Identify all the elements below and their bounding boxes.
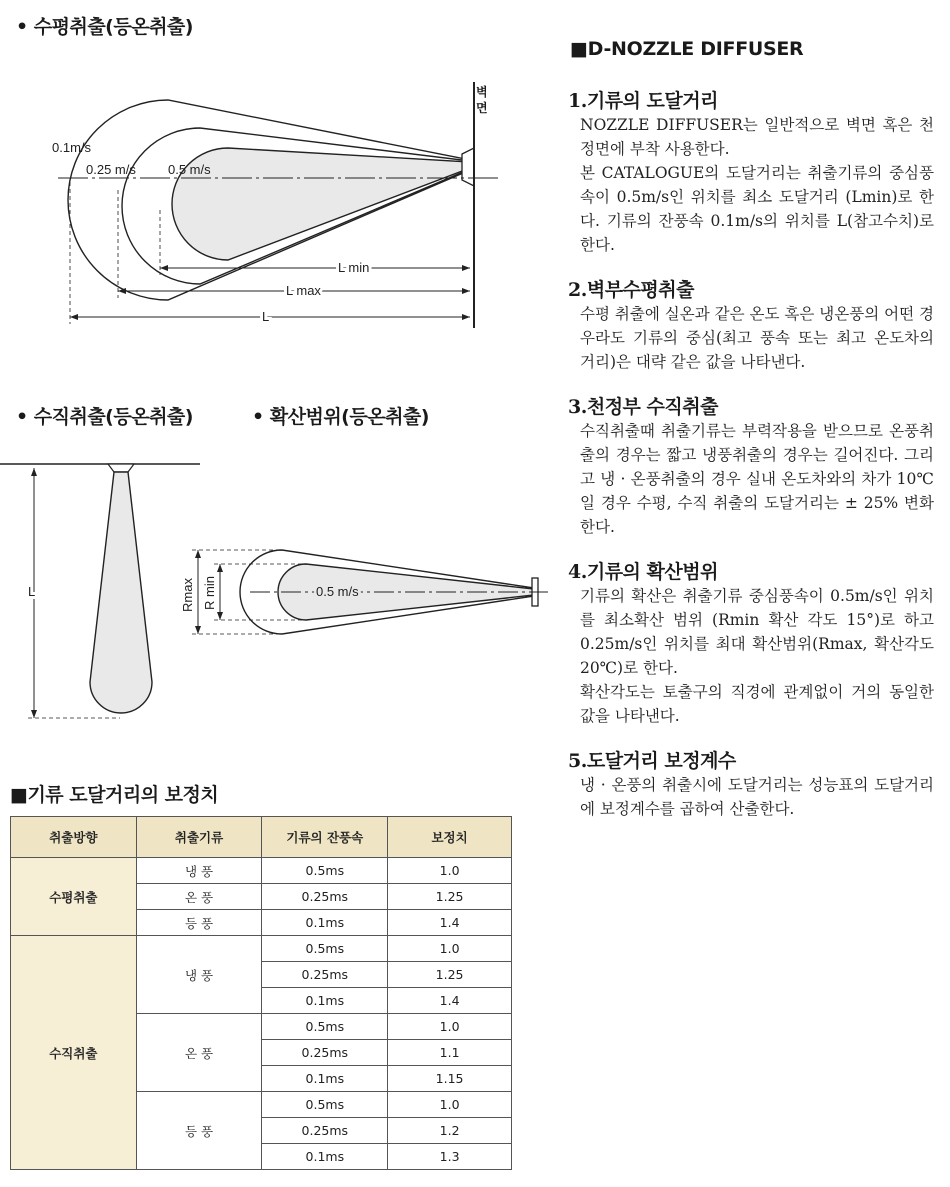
section-heading: 3.천정부 수직취출 — [568, 396, 718, 418]
section-paragraph: 냉 · 온풍의 취출시에 도달거리는 성능표의 도달거리에 보정계수를 곱하여 산출한다. — [580, 776, 934, 818]
direction-vertical: 수직취출 — [11, 936, 137, 1170]
speed-cell: 0.5ms — [262, 936, 388, 962]
speed-cell: 0.1ms — [262, 1144, 388, 1170]
value-cell: 1.0 — [388, 858, 512, 884]
vertical-jet-shape — [90, 472, 152, 713]
value-cell: 1.0 — [388, 1014, 512, 1040]
section-3 — [568, 392, 934, 539]
section-paragraph: 기류의 확산은 취출기류 중심풍속이 0.5m/s인 위치를 최소확산 범위 (Rmin 확산 각도 15°)로 하고 0.25m/s인 위치를 최대 확산범위(Rmax, 확산각도 20℃)로 한다. — [580, 587, 934, 677]
speed-cell: 0.5ms — [262, 1092, 388, 1118]
speed-cell: 0.1ms — [262, 988, 388, 1014]
table-row — [11, 936, 512, 962]
correction-table-title: ■기류 도달거리의 보정치 — [10, 784, 219, 806]
value-cell: 1.4 — [388, 988, 512, 1014]
label-0-1: 0.1m/s — [52, 140, 92, 155]
speed-cell: 0.25ms — [262, 1118, 388, 1144]
section-5 — [568, 746, 934, 821]
label-0-5: 0.5 m/s — [168, 162, 211, 177]
speed-cell: 0.25ms — [262, 1040, 388, 1066]
description-column — [568, 86, 934, 821]
speed-cell: 0.25ms — [262, 884, 388, 910]
section-heading: 1.기류의 도달거리 — [568, 90, 718, 112]
envelope-0-5 — [172, 148, 470, 260]
header-value: 보정치 — [388, 817, 512, 858]
header-direction: 취출방향 — [11, 817, 137, 858]
flow-cell: 온 풍 — [136, 1014, 262, 1092]
header-flow: 취출기류 — [136, 817, 262, 858]
section-paragraph: NOZZLE DIFFUSER는 일반적으로 벽면 혹은 천정면에 부착 사용한다. — [580, 116, 934, 158]
wall-label: 벽면 — [476, 85, 488, 115]
value-cell: 1.15 — [388, 1066, 512, 1092]
value-cell: 1.3 — [388, 1144, 512, 1170]
section-heading: 4.기류의 확산범위 — [568, 561, 718, 583]
direction-horizontal: 수평취출 — [11, 858, 137, 936]
value-cell: 1.25 — [388, 884, 512, 910]
correction-table — [10, 816, 512, 1170]
label-0-25: 0.25 m/s — [86, 162, 136, 177]
speed-cell: 0.5ms — [262, 1014, 388, 1040]
value-cell: 1.25 — [388, 962, 512, 988]
label-l-vertical: L — [28, 584, 36, 599]
flow-cell: 냉 풍 — [136, 858, 262, 884]
section-4 — [568, 557, 934, 728]
label-0-5-spread: 0.5 m/s — [316, 584, 359, 599]
label-rmin: R min — [202, 576, 217, 610]
horizontal-discharge-title: • 수평취출(등온취출) — [16, 16, 193, 38]
speed-cell: 0.25ms — [262, 962, 388, 988]
vertical-discharge-title: • 수직취출(등온취출) — [16, 406, 193, 428]
section-heading: 5.도달거리 보정계수 — [568, 750, 736, 772]
flow-cell: 냉 풍 — [136, 936, 262, 1014]
speed-cell: 0.5ms — [262, 858, 388, 884]
speed-cell: 0.1ms — [262, 1066, 388, 1092]
flow-cell: 등 풍 — [136, 1092, 262, 1170]
section-paragraph: 확산각도는 토출구의 직경에 관계없이 거의 동일한 값을 나타낸다. — [580, 683, 934, 725]
section-paragraph: 수평 취출에 실온과 같은 온도 혹은 냉온풍의 어떤 경우라도 기류의 중심(최고 풍속 또는 최고 온도차의 거리)은 대략 같은 값을 나타낸다. — [580, 305, 934, 371]
flow-cell: 온 풍 — [136, 884, 262, 910]
flow-cell: 등 풍 — [136, 910, 262, 936]
section-2 — [568, 275, 934, 374]
table-row — [11, 858, 512, 884]
label-l: L — [262, 309, 270, 324]
label-rmax: Rmax — [180, 578, 195, 612]
label-lmin: L min — [338, 260, 370, 275]
value-cell: 1.4 — [388, 910, 512, 936]
value-cell: 1.0 — [388, 1092, 512, 1118]
section-paragraph: 본 CATALOGUE의 도달거리는 취출기류의 중심풍속이 0.5m/s인 위치를 최소 도달거리 (Lmin)로 한다. 기류의 잔풍속 0.1m/s의 위치를 L(참고수치)로 한다. — [580, 164, 934, 254]
section-1 — [568, 86, 934, 257]
spread-range-title: • 확산범위(등온취출) — [252, 406, 429, 428]
header-speed: 기류의 잔풍속 — [262, 817, 388, 858]
horizontal-discharge-diagram — [0, 70, 520, 340]
nozzle-shape — [462, 148, 474, 186]
section-paragraph: 수직취출때 취출기류는 부력작용을 받으므로 온풍취출의 경우는 짧고 냉풍취출의 경우는 길어진다. 그리고 냉 · 온풍취출의 경우 실내 온도차와의 차가 10℃일 경우 수평, 수직 취출의 도달거리는 ± 25% 변화한다. — [580, 422, 934, 536]
value-cell: 1.0 — [388, 936, 512, 962]
nozzle-shape — [108, 464, 134, 472]
speed-cell: 0.1ms — [262, 910, 388, 936]
value-cell: 1.2 — [388, 1118, 512, 1144]
spread-range-diagram — [170, 530, 550, 650]
label-lmax: L max — [286, 283, 321, 298]
section-heading: 2.벽부수평취출 — [568, 279, 694, 301]
value-cell: 1.1 — [388, 1040, 512, 1066]
product-title: ■D-NOZZLE DIFFUSER — [570, 38, 804, 60]
